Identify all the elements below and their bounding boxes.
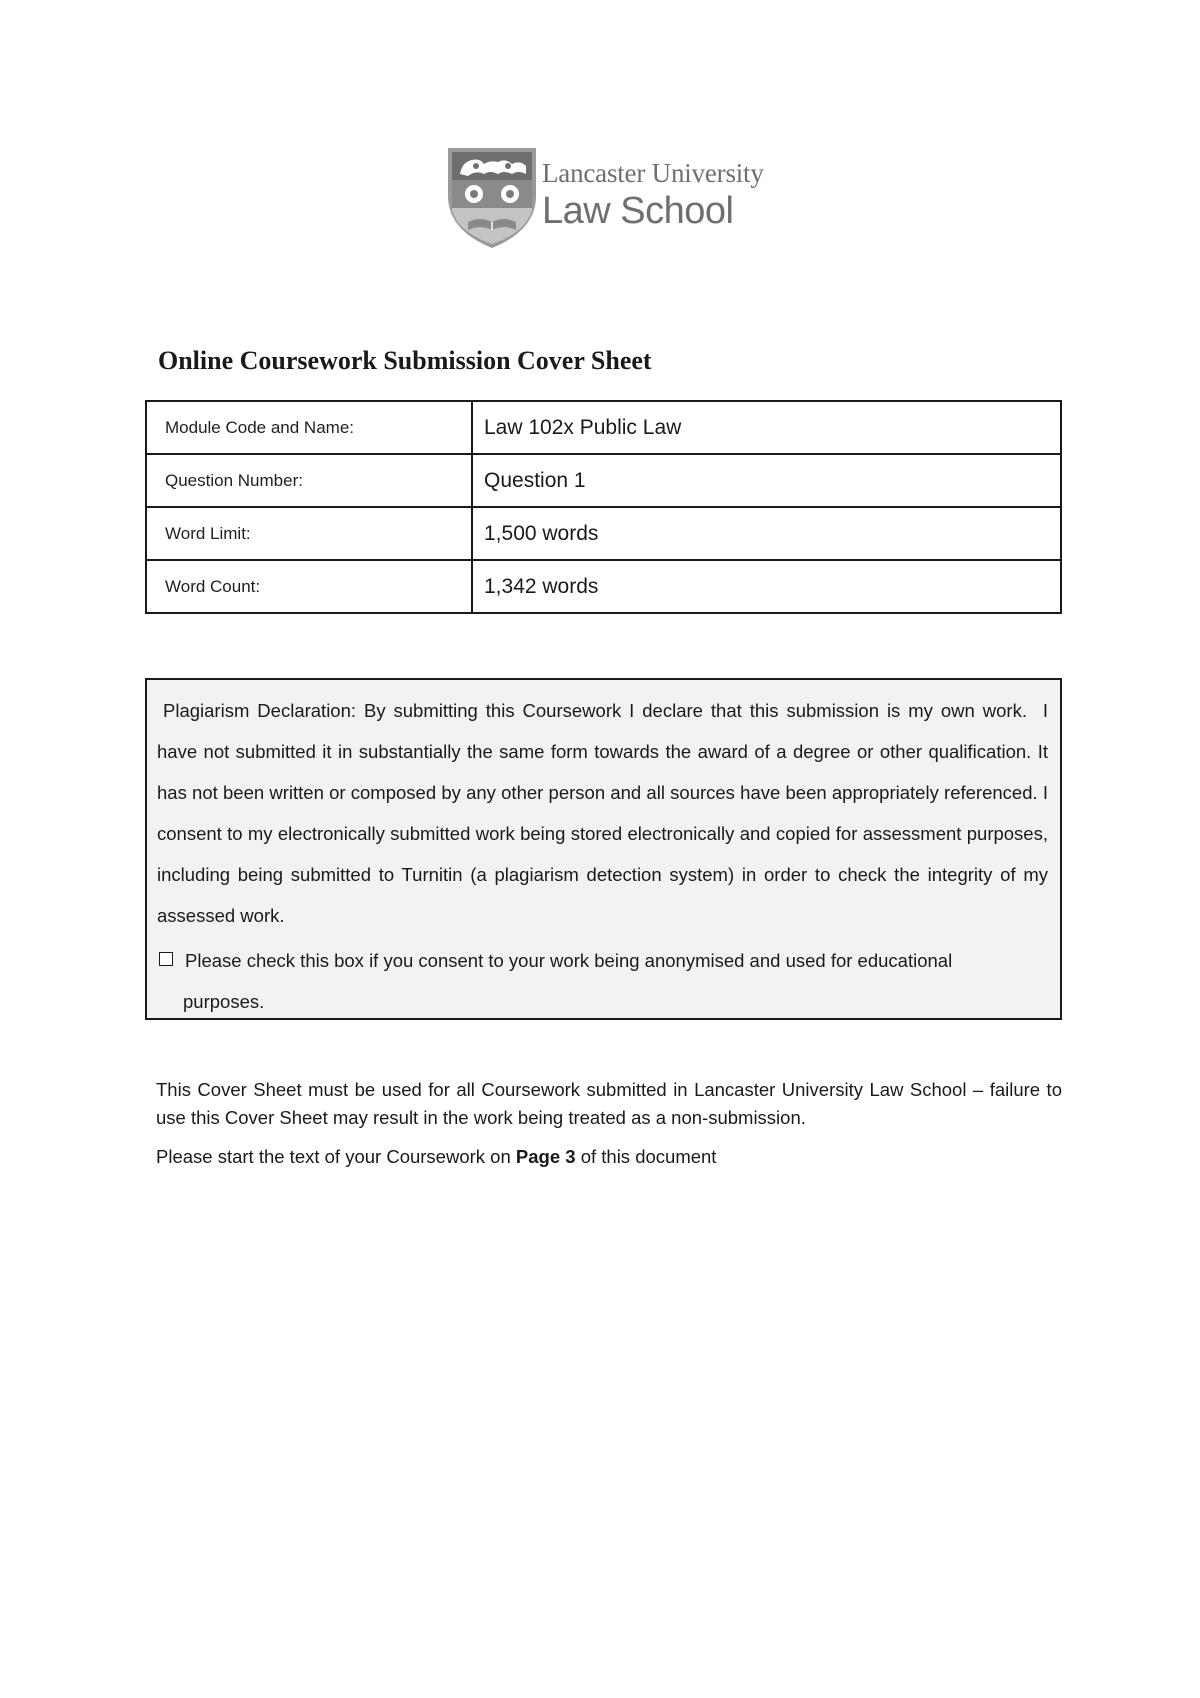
table-row bbox=[146, 560, 1061, 613]
word-limit-value: 1,500 words bbox=[472, 507, 1061, 560]
word-limit-label: Word Limit: bbox=[146, 507, 472, 560]
university-logo bbox=[446, 144, 766, 250]
start-instruction-suffix: of this document bbox=[575, 1146, 717, 1167]
start-instruction-prefix: Please start the text of your Coursework on bbox=[156, 1146, 516, 1167]
cover-sheet-notice: This Cover Sheet must be used for all Coursework submitted in Lancaster University Law School – failure to use this Cover Sheet may result in the work being treated as a non-submission. bbox=[156, 1079, 1062, 1128]
table-row bbox=[146, 454, 1061, 507]
plagiarism-declaration-text: Plagiarism Declaration: By submitting this Coursework I declare that this submission is my own work. I have not submitted it in substantially the same form towards the award of a degree or other qualification. It has not been written or composed by any other person and all sources have been appropriately referenced. I consent to my electronically submitted work being stored electronically and copied for assessment purposes, including being submitted to Turnitin (a plagiarism detection system) in order to check the integrity of my assessed work. bbox=[157, 700, 1054, 926]
start-page-instruction bbox=[156, 1143, 716, 1171]
consent-label-line2: purposes. bbox=[183, 991, 265, 1012]
logo-school-name: Law School bbox=[542, 190, 734, 232]
university-crest-icon bbox=[446, 144, 542, 250]
module-value: Law 102x Public Law bbox=[472, 401, 1061, 454]
question-number-value: Question 1 bbox=[472, 454, 1061, 507]
word-count-label: Word Count: bbox=[146, 560, 472, 613]
logo-university-name: Lancaster University bbox=[542, 158, 764, 188]
question-number-label: Question Number: bbox=[146, 454, 472, 507]
submission-details-table bbox=[145, 400, 1062, 614]
word-count-value: 1,342 words bbox=[472, 560, 1061, 613]
table-row bbox=[146, 401, 1061, 454]
table-row bbox=[146, 507, 1061, 560]
start-page-number: Page 3 bbox=[515, 1146, 576, 1167]
module-label: Module Code and Name: bbox=[146, 401, 472, 454]
plagiarism-declaration-box bbox=[145, 678, 1062, 1020]
consent-label-line1: Please check this box if you consent to your work being anonymised and used for educational bbox=[185, 950, 953, 971]
consent-checkbox[interactable] bbox=[159, 952, 173, 966]
page-title: Online Coursework Submission Cover Sheet bbox=[158, 346, 652, 375]
